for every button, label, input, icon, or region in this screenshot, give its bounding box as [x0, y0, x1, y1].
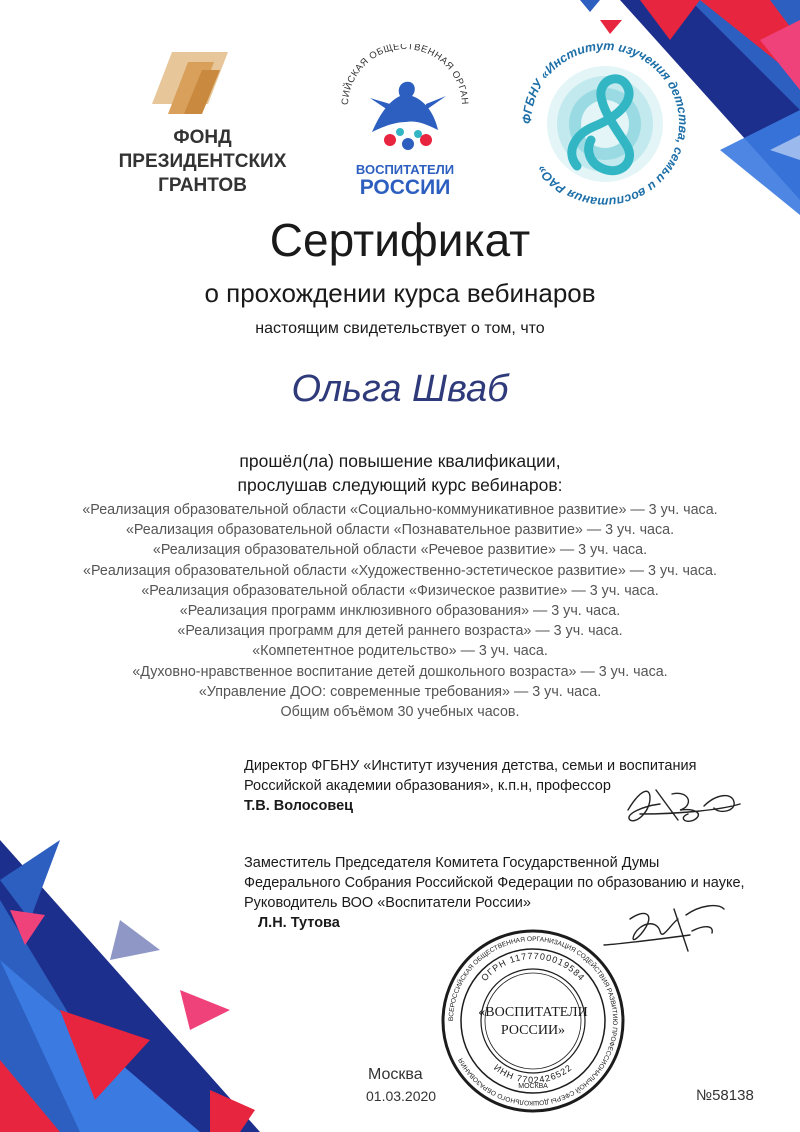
director-name: Т.В. Волосовец: [244, 798, 354, 814]
course-list: [0, 500, 800, 722]
official-stamp: [440, 928, 626, 1114]
director-title-line-2: Российской академии образования», к.п.н, профессор: [244, 778, 611, 794]
institute-emblem-icon: [515, 34, 695, 214]
director-signature: [620, 780, 750, 830]
stamp-city: МОСКВА: [518, 1083, 548, 1090]
voo-ring-text: СИЙСКАЯ ОБЩЕСТВЕННАЯ ОРГАН: [339, 44, 471, 106]
svg-text:ИНН 7702426522: [492, 1062, 574, 1085]
course-item: «Духовно-нравственное воспитание детей дошкольного возраста» — 3 уч. часа.: [132, 663, 668, 680]
issue-date: 01.03.2020: [366, 1088, 437, 1104]
deputy-name: Л.Н. Тутова: [258, 915, 340, 931]
total-hours: Общим объёмом 30 учебных часов.: [280, 704, 520, 721]
fund-line-3: ГРАНТОВ: [158, 175, 247, 196]
certificate-number: №58138: [696, 1087, 754, 1104]
deputy-title-line-3: Руководитель ВОО «Воспитатели России»: [244, 895, 531, 911]
stamp-outer-text: ВСЕРОССИЙСКАЯ ОБЩЕСТВЕННАЯ ОРГАНИЗАЦИЯ СОДЕЙСТВИЯ РАЗВИТИЮ ПРОФЕССИОНАЛЬНОЙ СФЕРЫ ДОШКОЛЬНОГО ОБРАЗОВАНИЯ: [447, 935, 619, 1107]
course-item: «Реализация образовательной области «Познавательное развитие» — 3 уч. часа.: [125, 522, 675, 539]
presidential-grants-logo: [110, 44, 295, 204]
institute-logo: [515, 34, 695, 214]
recipient-name: Ольга Шваб: [291, 368, 509, 410]
passed-line-1: прошёл(ла) повышение квалификации,: [239, 451, 561, 471]
voo-name-line-1: ВОСПИТАТЕЛИ: [355, 162, 455, 177]
stamp-ogrn: ОГРН 1177700019584: [479, 950, 587, 983]
voo-name-line-2: РОССИИ: [359, 176, 451, 199]
stamp-seal-icon: [440, 928, 626, 1114]
fund-line-2: ПРЕЗИДЕНТСКИХ: [118, 151, 287, 172]
svg-text:ОГРН 1177700019584: [479, 951, 587, 983]
certificate-title: Сертификат: [269, 214, 531, 266]
course-item: «Реализация программ для детей раннего возраста» — 3 уч. часа.: [177, 623, 623, 640]
course-item: «Управление ДОО: современные требования» — 3 уч. часа.: [198, 683, 602, 700]
institute-ring-text: ФГБНУ «Институт изучения детства, семьи и воспитания РАО»: [519, 38, 691, 210]
director-title-line-1: Директор ФГБНУ «Институт изучения детства, семьи и воспитания: [244, 758, 697, 774]
bird-emblem-icon: [330, 44, 480, 164]
course-item: «Реализация образовательной области «Социально-коммуникативное развитие» — 3 уч. часа.: [82, 502, 718, 518]
deputy-title-line-1: Заместитель Председателя Комитета Государственной Думы: [244, 855, 660, 871]
course-item: «Реализация образовательной области «Речевое развитие» — 3 уч. часа.: [152, 542, 648, 559]
stamp-center-line-2: РОССИИ»: [500, 1023, 566, 1038]
course-item: «Реализация образовательной области «Физическое развитие» — 3 уч. часа.: [141, 582, 659, 599]
course-item: «Компетентное родительство» — 3 уч. часа.: [252, 643, 548, 660]
passed-line-2: прослушав следующий курс вебинаров:: [237, 475, 563, 495]
issue-city: Москва: [368, 1066, 423, 1083]
vospitateli-rossii-logo: [330, 44, 480, 204]
passed-statement: [0, 449, 800, 497]
fund-line-1: ФОНД: [173, 127, 232, 148]
course-item: «Реализация программ инклюзивного образования» — 3 уч. часа.: [179, 603, 621, 620]
certificate-intro: настоящим свидетельствует о том, что: [255, 320, 545, 337]
stamp-inn: ИНН 7702426522: [492, 1062, 574, 1086]
stamp-center-line-1: «ВОСПИТАТЕЛИ: [478, 1005, 588, 1020]
course-item: «Реализация образовательной области «Художественно-эстетическое развитие» — 3 уч. часа.: [83, 562, 717, 579]
certificate-subtitle: о прохождении курса вебинаров: [204, 278, 596, 308]
deputy-title-line-2: Федерального Собрания Российской Федерации по образованию и науке,: [244, 875, 745, 891]
